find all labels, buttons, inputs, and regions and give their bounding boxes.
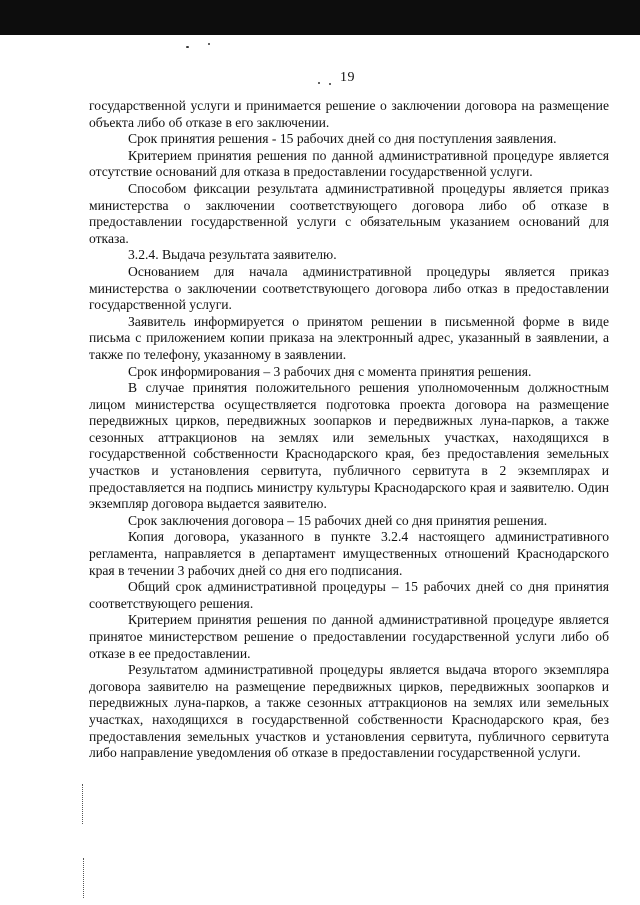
scan-speck (208, 43, 210, 45)
paragraph: Критерием принятия решения по данной административной процедуре является отсутствие оснований для отказа в предоставлении государственной услуги. (89, 147, 609, 180)
margin-mark (82, 784, 83, 824)
paragraph: Способом фиксации результата административной процедуры является приказ министерства о заключении соответствующего договора либо об отказе в предоставлении государственной услуги с обязательным указанием оснований для отказа. (89, 180, 609, 246)
document-body (89, 98, 609, 762)
paragraph: Результатом административной процедуры является выдача второго экземпляра договора заявителю на размещение передвижных цирков, передвижных зоопарков и передвижных луна-парков, а также сезонных аттракционов на землях или земельных участках, находящихся в государственной собственности Краснодарского края, без предоставления земельных участков и установления сервитута, публичного сервитута либо направление уведомления об отказе в предоставлении государственной услуги. (89, 662, 609, 761)
paragraph: Срок информирования – 3 рабочих дня с момента принятия решения. (128, 363, 532, 379)
paragraph: Критерием принятия решения по данной административной процедуре является принятое министерством решение о предоставлении государственной услуги либо об отказе в ее предоставлении. (89, 612, 609, 661)
page-number: 19 (340, 70, 355, 85)
paragraph: В случае принятия положительного решения уполномоченным должностным лицом министерства осуществляется подготовка проекта договора на размещение передвижных цирков, передвижных зоопарков и передвижных луна-парков, а также сезонных аттракционов на землях или земельных участках, находящихся в государственной собственности Краснодарского края, без предоставления земельных участков и установления сервитута, публичного сервитута в 2 экземплярах и предоставляется на подпись министру культуры Краснодарского края и заявителю. Один экземпляр договора выдается заявителю. (89, 380, 609, 512)
paragraph: Общий срок административной процедуры – 15 рабочих дней со дня принятия соответствующего решения. (89, 579, 609, 611)
paragraph: Срок заключения договора – 15 рабочих дней со дня принятия решения. (128, 512, 548, 528)
paragraph: Срок принятия решения - 15 рабочих дней со дня поступления заявления. (128, 131, 557, 147)
scan-border (0, 0, 640, 35)
scan-speck (329, 83, 331, 85)
paragraph: Заявитель информируется о принятом решении в письменной форме в виде письма с приложением копии приказа на электронный адрес, указанный в заявлении, а также по телефону, указанному в заявлении. (89, 313, 609, 362)
paragraph: Копия договора, указанного в пункте 3.2.4 настоящего административного регламента, направляется в департамент имущественных отношений Краснодарского края в течении 3 рабочих дней со дня его подписания. (89, 529, 609, 578)
paragraph: Основанием для начала административной процедуры является приказ министерства о заключении соответствующего договора либо отказ в предоставлении государственной услуги. (89, 263, 609, 313)
scan-speck (186, 46, 189, 48)
margin-mark (83, 858, 84, 898)
scan-speck (318, 82, 320, 84)
paragraph: государственной услуги и принимается решение о заключении договора на размещение объекта либо об отказе в его заключении. (89, 98, 609, 130)
section-heading: 3.2.4. Выдача результата заявителю. (128, 247, 337, 263)
